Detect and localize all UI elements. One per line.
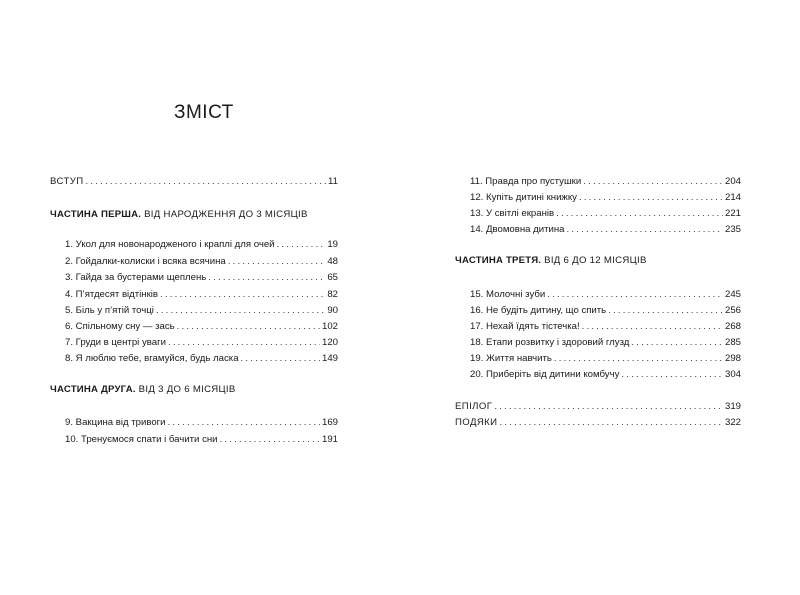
part-heading-3 (455, 254, 647, 268)
toc-label: 19. Життя навчить (470, 353, 552, 364)
toc-page-number: 245 (724, 289, 741, 300)
toc-label: 1. Укол для новонародженого і краплі для очей (65, 239, 275, 250)
leader-dots (556, 207, 723, 221)
toc-entry[interactable] (470, 368, 741, 382)
toc-entry[interactable] (65, 304, 338, 318)
toc-entry[interactable] (65, 352, 338, 366)
toc-page-number: 298 (724, 353, 741, 364)
toc-label: 10. Тренуємося спати і бачити сни (65, 434, 218, 445)
toc-page-number: 204 (724, 176, 741, 187)
toc-label: ВСТУП (50, 176, 84, 187)
leader-dots (499, 416, 723, 430)
toc-entry[interactable] (470, 207, 741, 221)
toc-page-number: 214 (724, 192, 741, 203)
toc-label: 17. Нехай їдять тістечка! (470, 321, 580, 332)
toc-page-number: 304 (724, 369, 741, 380)
leader-dots (554, 352, 723, 366)
leader-dots (220, 433, 320, 447)
toc-label: 7. Груди в центрі уваги (65, 337, 166, 348)
toc-entry[interactable] (65, 336, 338, 350)
part-heading-rest: ВІД 6 ДО 12 МІСЯЦІВ (541, 255, 647, 266)
leader-dots (567, 223, 723, 237)
toc-page-number: 285 (724, 337, 741, 348)
toc-page-number: 19 (327, 239, 338, 250)
leader-dots (160, 288, 325, 302)
toc-entry[interactable] (65, 271, 338, 285)
toc-entry[interactable] (470, 223, 741, 237)
right-page (400, 0, 800, 595)
toc-label: 8. Я люблю тебе, вгамуйся, будь ласка (65, 353, 239, 364)
toc-page-number: 48 (327, 256, 338, 267)
toc-entry[interactable] (470, 352, 741, 366)
leader-dots (621, 368, 723, 382)
leader-dots (208, 271, 325, 285)
leader-dots (277, 238, 326, 252)
toc-page-number: 268 (724, 321, 741, 332)
toc-entry[interactable] (65, 288, 338, 302)
leader-dots (608, 304, 723, 318)
toc-label: 14. Двомовна дитина (470, 224, 565, 235)
toc-label: 16. Не будіть дитину, що спить (470, 305, 607, 316)
part-heading-bold: ЧАСТИНА ТРЕТЯ. (455, 255, 542, 266)
toc-label: 18. Етапи розвитку і здоровий глузд (470, 337, 630, 348)
part-heading-rest: ВІД НАРОДЖЕННЯ ДО 3 МІСЯЦІВ (141, 209, 308, 220)
toc-label: ПОДЯКИ (455, 417, 498, 428)
toc-label: 9. Вакцина від тривоги (65, 417, 166, 428)
toc-page-number: 169 (321, 417, 338, 428)
part-heading-bold: ЧАСТИНА ДРУГА. (50, 384, 136, 395)
toc-page-number: 65 (327, 272, 338, 283)
leader-dots (168, 416, 320, 430)
part-heading-bold: ЧАСТИНА ПЕРША. (50, 209, 142, 220)
leader-dots (583, 175, 723, 189)
leader-dots (631, 336, 723, 350)
part-heading-1 (50, 208, 308, 222)
leader-dots (494, 400, 723, 414)
toc-entry[interactable] (470, 304, 741, 318)
leader-dots (547, 288, 723, 302)
toc-label: 11. Правда про пустушки (470, 176, 582, 187)
toc-label: ЕПІЛОГ (455, 401, 493, 412)
part-heading-2 (50, 383, 236, 397)
toc-page-number: 191 (321, 434, 338, 445)
toc-page-number: 11 (328, 176, 338, 187)
toc-label: 20. Приберіть від дитини комбучу (470, 369, 620, 380)
leader-dots (228, 255, 326, 269)
toc-entry[interactable] (65, 320, 338, 334)
leader-dots (582, 320, 723, 334)
toc-page-number: 235 (724, 224, 741, 235)
toc-label: 13. У світлі екранів (470, 208, 555, 219)
toc-label: 6. Спільному сну — зась (65, 321, 175, 332)
toc-label: 12. Купіть дитині книжку (470, 192, 577, 203)
toc-entry[interactable] (470, 175, 741, 189)
toc-entry[interactable] (470, 320, 741, 334)
toc-page-number: 319 (724, 401, 741, 412)
toc-entry[interactable] (470, 336, 741, 350)
leader-dots (156, 304, 325, 318)
toc-page-number: 221 (724, 208, 741, 219)
toc-entry[interactable] (470, 191, 741, 205)
toc-label: 5. Біль у п’ятій точці (65, 305, 154, 316)
toc-label: 3. Гайда за бустерами щеплень (65, 272, 207, 283)
toc-entry[interactable] (65, 433, 338, 447)
toc-page-number: 102 (321, 321, 338, 332)
part-heading-rest: ВІД 3 ДО 6 МІСЯЦІВ (135, 384, 236, 395)
toc-page-number: 256 (724, 305, 741, 316)
toc-page-number: 82 (327, 289, 338, 300)
toc-entry-epilogue[interactable] (455, 400, 741, 414)
toc-entry-thanks[interactable] (455, 416, 741, 430)
page-title: ЗМІСТ (174, 102, 234, 123)
toc-page-number: 120 (321, 337, 338, 348)
toc-label: 4. П’ятдесят відтінків (65, 289, 159, 300)
toc-page-number: 90 (327, 305, 338, 316)
toc-page-number: 322 (724, 417, 741, 428)
toc-page-number: 149 (321, 353, 338, 364)
toc-label: 15. Молочні зуби (470, 289, 546, 300)
toc-entry-intro[interactable] (50, 175, 338, 189)
leader-dots (168, 336, 320, 350)
leader-dots (177, 320, 320, 334)
toc-entry[interactable] (65, 238, 338, 252)
toc-entry[interactable] (470, 288, 741, 302)
toc-label: 2. Гойдалки-колиски і всяка всячина (65, 256, 226, 267)
leader-dots (241, 352, 320, 366)
toc-entry[interactable] (65, 416, 338, 430)
leader-dots (579, 191, 723, 205)
toc-entry[interactable] (65, 255, 338, 269)
leader-dots (86, 175, 326, 189)
